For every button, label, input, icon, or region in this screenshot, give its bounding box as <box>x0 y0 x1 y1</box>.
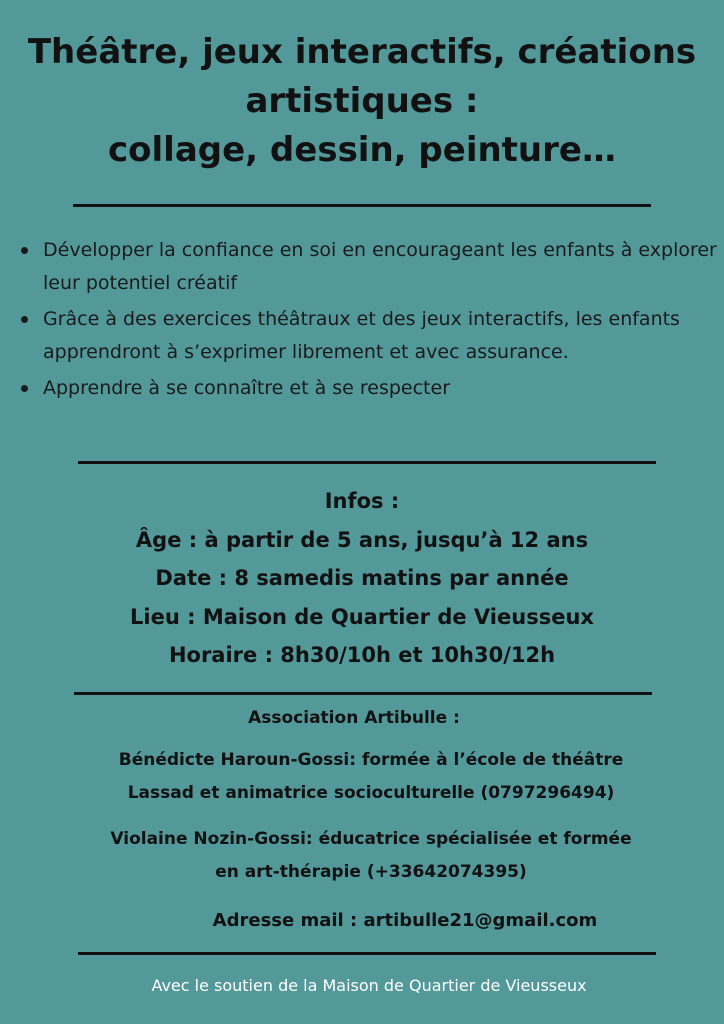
title-line-1: Théâtre, jeux interactifs, créations <box>27 32 697 72</box>
member-benedicte <box>0 744 724 810</box>
member-2-line-1: Violaine Nozin-Gossi: éducatrice spécialisée et formée <box>110 829 632 849</box>
list-item: Développer la confiance en soi en encourageant les enfants à explorer leur potentiel créatif <box>18 234 718 300</box>
title-line-3: collage, dessin, peinture… <box>108 130 616 170</box>
member-1-line-2: Lassad et animatrice socioculturelle (0797296494) <box>127 783 615 803</box>
title-line-2: artistiques : <box>245 81 479 121</box>
member-violaine <box>0 823 724 889</box>
list-item: Apprendre à se connaître et à se respecter <box>18 372 718 405</box>
association-heading: Association Artibulle : <box>248 708 460 728</box>
page-title <box>10 28 714 175</box>
member-2-line-2: en art-thérapie (+33642074395) <box>215 862 527 882</box>
list-item: Grâce à des exercices théâtraux et des jeux interactifs, les enfants apprendront à s’exprimer librement et avec assurance. <box>18 303 718 369</box>
infos-lieu: Lieu : Maison de Quartier de Vieusseux <box>130 604 594 629</box>
contact-email: Adresse mail : artibulle21@gmail.com <box>212 910 598 931</box>
member-1-line-1: Bénédicte Haroun-Gossi: formée à l’école de théâtre <box>118 750 624 770</box>
infos-heading: Infos : <box>324 489 400 513</box>
infos-section <box>0 482 724 675</box>
divider-3 <box>74 692 652 695</box>
divider-1 <box>73 204 651 207</box>
divider-4 <box>78 952 656 955</box>
footer-sponsor: Avec le soutien de la Maison de Quartier de Vieusseux <box>151 976 587 995</box>
infos-age: Âge : à partir de 5 ans, jusqu’à 12 ans <box>135 527 589 552</box>
infos-date: Date : 8 samedis matins par année <box>155 566 569 590</box>
goals-list <box>18 234 718 408</box>
infos-horaire: Horaire : 8h30/10h et 10h30/12h <box>168 643 556 667</box>
divider-2 <box>78 461 656 464</box>
